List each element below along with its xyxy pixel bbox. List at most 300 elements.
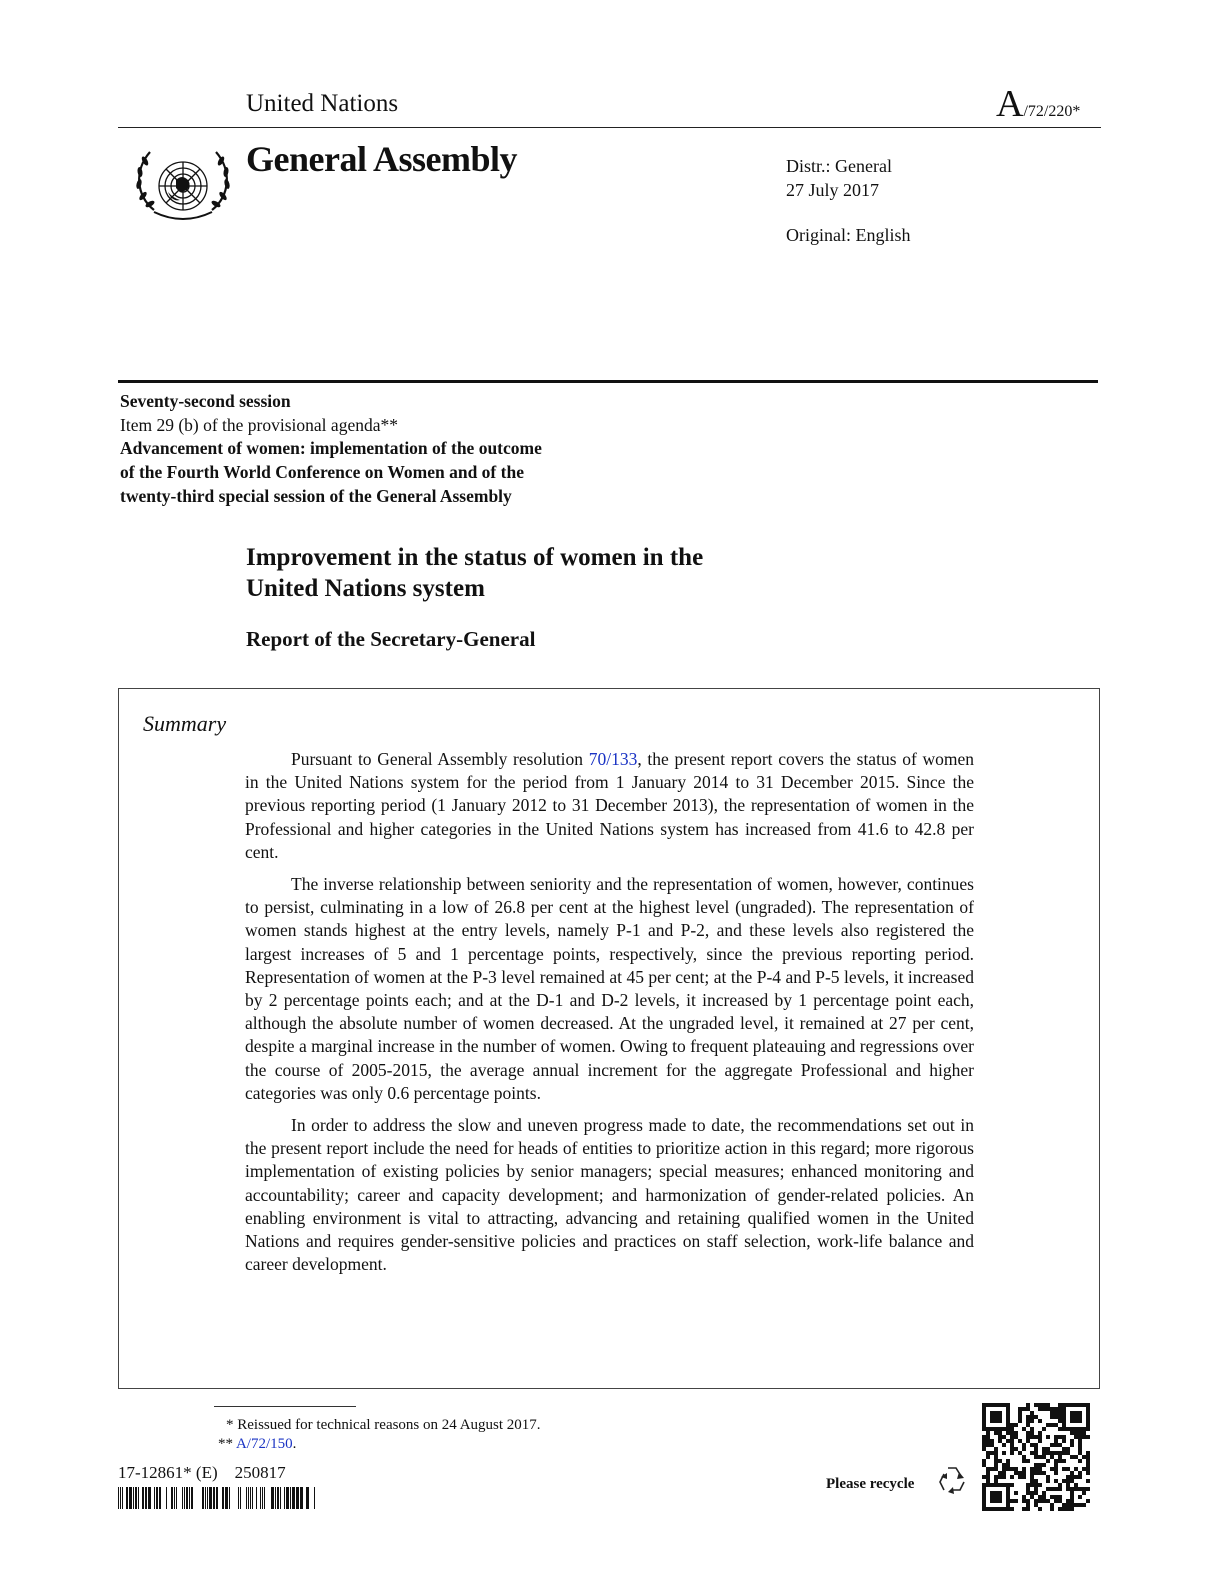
qr-module [1054,1423,1058,1427]
qr-module [994,1403,998,1407]
qr-module [1046,1435,1050,1439]
qr-module [1050,1503,1054,1507]
qr-module [1058,1507,1062,1511]
qr-module [982,1459,986,1463]
qr-module [1050,1455,1054,1459]
qr-module [1066,1479,1070,1483]
qr-module [1050,1443,1054,1447]
job-date: 250817 [234,1463,286,1482]
qr-module [1062,1459,1066,1463]
qr-module [1026,1407,1030,1411]
qr-module [1042,1463,1046,1467]
qr-module [1010,1443,1014,1447]
qr-module [998,1411,1002,1415]
qr-module [1078,1459,1082,1463]
qr-module [1042,1447,1046,1451]
qr-module [1046,1403,1050,1407]
barcode-bar [286,1487,289,1509]
un-emblem-icon [124,140,242,240]
qr-module [1010,1427,1014,1431]
qr-module [1006,1503,1010,1507]
qr-module [986,1439,990,1443]
qr-module [990,1415,994,1419]
qr-module [1078,1447,1082,1451]
qr-module [982,1463,986,1467]
barcode-bar [264,1487,265,1509]
qr-module [982,1447,986,1451]
qr-module [990,1411,994,1415]
qr-module [1054,1459,1058,1463]
session-name: Seventy-second session [120,391,291,411]
qr-module [1070,1491,1074,1495]
qr-module [1010,1447,1014,1451]
qr-module [1058,1427,1062,1431]
recycle-icon [932,1460,972,1500]
qr-module [1030,1495,1034,1499]
qr-module [1046,1499,1050,1503]
issue-date: 27 July 2017 [786,180,880,200]
qr-module [1002,1507,1006,1511]
qr-module [994,1459,998,1463]
qr-module [1006,1439,1010,1443]
qr-module [1078,1435,1082,1439]
qr-module [1014,1467,1018,1471]
qr-module [994,1419,998,1423]
qr-module [1054,1467,1058,1471]
qr-module [1086,1463,1090,1467]
qr-module [1002,1435,1006,1439]
qr-module [1058,1459,1062,1463]
qr-module [1038,1495,1042,1499]
qr-module [1066,1447,1070,1451]
qr-module [1062,1411,1066,1415]
qr-module [1070,1471,1074,1475]
qr-module [1010,1431,1014,1435]
qr-module [994,1463,998,1467]
qr-module [1074,1431,1078,1435]
qr-module [994,1507,998,1511]
qr-module [998,1475,1002,1479]
barcode-bar [296,1487,299,1509]
barcode-bar [209,1487,212,1509]
qr-module [1054,1435,1058,1439]
qr-module [1014,1435,1018,1439]
barcode-bar [166,1487,167,1509]
qr-module [1034,1455,1038,1459]
qr-module [1018,1407,1022,1411]
qr-module [1006,1463,1010,1467]
summary-heading: Summary [143,711,227,736]
qr-module [1006,1487,1010,1491]
qr-module [994,1415,998,1419]
qr-module [1022,1447,1026,1451]
summary-paragraph: In order to address the slow and uneven progress made to date, the recommendations set out in the present report include the need for heads of entities to prioritize action in this regard; more rigorous implementation of existing policies by senior managers; special measures; enhanced monitoring and accountability; career and capacity development; and harmonization of gender-related policies. An enabling environment is vital to attracting, advancing and retaining qualified women in the United Nations and requires gender-sensitive policies and practices on staff selection, work-life balance and career development. [245,1115,974,1275]
qr-module [990,1499,994,1503]
summary-body [245,748,974,1285]
qr-module [994,1447,998,1451]
qr-module [998,1403,1002,1407]
qr-module [1034,1435,1038,1439]
qr-module [1074,1475,1078,1479]
agenda-title-line: of the Fourth World Conference on Women and of the [120,462,524,483]
qr-module [986,1479,990,1483]
qr-module [1018,1411,1022,1415]
footnote-mark: ** [218,1436,236,1452]
qr-module [1086,1419,1090,1423]
qr-module [1010,1467,1014,1471]
qr-module [1026,1435,1030,1439]
agenda-document-link[interactable]: A/72/150 [235,1436,293,1452]
qr-module [998,1459,1002,1463]
qr-module [1058,1495,1062,1499]
qr-module [1086,1435,1090,1439]
barcode-bar [159,1487,161,1509]
qr-module [982,1407,986,1411]
barcode-bar [207,1487,208,1509]
qr-module [1022,1507,1026,1511]
qr-module [1062,1427,1066,1431]
qr-module [1050,1415,1054,1419]
qr-module [1010,1439,1014,1443]
qr-module [994,1451,998,1455]
qr-module [1030,1491,1034,1495]
qr-module [1074,1419,1078,1423]
qr-module [1006,1499,1010,1503]
qr-module [998,1435,1002,1439]
barcode-bar [213,1487,215,1509]
qr-module [998,1471,1002,1475]
qr-module [1034,1463,1038,1467]
organization-name: United Nations [246,90,399,117]
qr-module [1030,1435,1034,1439]
qr-module [1030,1467,1034,1471]
qr-module [1058,1411,1062,1415]
qr-module [1078,1503,1082,1507]
qr-module [1058,1415,1062,1419]
qr-module [990,1467,994,1471]
qr-module [982,1419,986,1423]
qr-module [1082,1467,1086,1471]
qr-module [1086,1427,1090,1431]
session-block [120,390,542,509]
qr-module [1006,1495,1010,1499]
qr-module [1006,1403,1010,1407]
qr-module [1002,1475,1006,1479]
qr-module [982,1499,986,1503]
qr-module [1062,1407,1066,1411]
resolution-link[interactable]: 70/133 [588,749,638,769]
qr-module [1062,1479,1066,1483]
qr-module [1038,1419,1042,1423]
qr-module [982,1483,986,1487]
qr-module [1058,1487,1062,1491]
qr-module [986,1467,990,1471]
qr-module [1074,1467,1078,1471]
qr-module [1070,1415,1074,1419]
qr-module [982,1475,986,1479]
report-subtitle: Report of the Secretary-General [246,627,536,651]
qr-module [986,1507,990,1511]
barcode-bar [246,1487,247,1509]
qr-module [1078,1415,1082,1419]
qr-module [1046,1447,1050,1451]
barcode-bar [229,1487,230,1509]
qr-module [1046,1479,1050,1483]
qr-module [1010,1507,1014,1511]
qr-module [1026,1483,1030,1487]
barcode-bar [135,1487,137,1509]
qr-module [1034,1415,1038,1419]
qr-module [982,1435,986,1439]
qr-module [1038,1435,1042,1439]
qr-module [1066,1427,1070,1431]
barcode-bar [176,1487,177,1509]
qr-module [1046,1423,1050,1427]
qr-module [1062,1467,1066,1471]
qr-module [1030,1411,1034,1415]
qr-module [1022,1467,1026,1471]
agenda-title-line: twenty-third special session of the General Assembly [120,485,512,506]
qr-module [1006,1427,1010,1431]
qr-module [1038,1455,1042,1459]
qr-module [1026,1419,1030,1423]
qr-module [998,1483,1002,1487]
body-title: General Assembly [246,139,517,179]
agenda-title-line: Advancement of women: implementation of the outcome [120,438,542,459]
qr-module [982,1507,986,1511]
qr-module [1050,1507,1054,1511]
qr-module [1026,1403,1030,1407]
qr-module [994,1427,998,1431]
qr-module [1054,1479,1058,1483]
qr-module [994,1483,998,1487]
qr-module [982,1411,986,1415]
summary-text: , the present report covers the status of women in the United Nations system for the period from 1 January 2014 to 31 December 2015. Since the previous reporting period (1 January 2012 to 31 December 2013), the representation of women in the Professional and higher categories in the United Nations system has increased from 41.6 to 42.8 per cent. [245,749,974,862]
barcode-bar [145,1487,147,1509]
qr-module [1018,1415,1022,1419]
qr-module [1066,1403,1070,1407]
qr-module [998,1419,1002,1423]
qr-module [982,1495,986,1499]
qr-module [1002,1463,1006,1467]
report-title-line: United Nations system [246,575,485,602]
qr-module [1070,1427,1074,1431]
barcode-bar [142,1487,144,1509]
distribution: Distr.: General [786,156,892,176]
qr-module [1078,1419,1082,1423]
qr-module [1086,1403,1090,1407]
qr-module [1042,1427,1046,1431]
footnote-reissued: * Reissued for technical reasons on 24 August 2017. [226,1417,541,1433]
qr-module [1042,1491,1046,1495]
barcode-bar [222,1487,224,1509]
qr-module [1034,1467,1038,1471]
barcode-bar [171,1487,173,1509]
qr-module [1022,1471,1026,1475]
qr-module [1078,1427,1082,1431]
qr-module [994,1495,998,1499]
qr-module [998,1507,1002,1511]
qr-module [1062,1507,1066,1511]
barcode-bar [133,1487,134,1509]
barcode-bar [271,1487,274,1509]
qr-module [1006,1411,1010,1415]
qr-module [1030,1479,1034,1483]
barcode-bar [189,1487,190,1509]
qr-module [1034,1491,1038,1495]
qr-module [1046,1475,1050,1479]
qr-module [1058,1455,1062,1459]
barcode-bar [277,1487,279,1509]
qr-module [1018,1471,1022,1475]
qr-module [998,1495,1002,1499]
qr-module [990,1427,994,1431]
barcode-bar [250,1487,251,1509]
qr-module [1026,1487,1030,1491]
qr-module [1046,1459,1050,1463]
barcode-bar [156,1487,158,1509]
qr-module [994,1479,998,1483]
qr-module [982,1443,986,1447]
qr-module [990,1443,994,1447]
qr-module [1062,1423,1066,1427]
qr-module [1042,1403,1046,1407]
qr-module [1082,1487,1086,1491]
qr-module [1038,1431,1042,1435]
qr-module [986,1431,990,1435]
barcode-bar [202,1487,204,1509]
qr-module [1058,1499,1062,1503]
qr-module [1086,1499,1090,1503]
qr-module [994,1411,998,1415]
qr-module [998,1499,1002,1503]
qr-module [1030,1443,1034,1447]
qr-module [1018,1419,1022,1423]
barcode-bar [216,1487,218,1509]
qr-module [1042,1499,1046,1503]
qr-module [1034,1503,1038,1507]
barcode-bar [186,1487,188,1509]
distribution-block [786,154,892,202]
qr-module [1058,1435,1062,1439]
qr-module [1062,1415,1066,1419]
qr-module [1074,1503,1078,1507]
barcode-bar [118,1487,119,1509]
qr-module [1014,1471,1018,1475]
qr-module [1082,1431,1086,1435]
qr-module [1026,1499,1030,1503]
qr-module [1022,1495,1026,1499]
qr-module [1054,1407,1058,1411]
qr-module [1070,1439,1074,1443]
qr-module [998,1431,1002,1435]
qr-module [1078,1411,1082,1415]
qr-module [1006,1491,1010,1495]
qr-module [1070,1431,1074,1435]
qr-module [1074,1487,1078,1491]
qr-module [1042,1451,1046,1455]
qr-module [1066,1483,1070,1487]
qr-module [1038,1507,1042,1511]
qr-module [1026,1459,1030,1463]
barcode-bar [174,1487,175,1509]
qr-module [1058,1443,1062,1447]
qr-module [1038,1463,1042,1467]
qr-module [990,1419,994,1423]
qr-module [1086,1411,1090,1415]
qr-module [1070,1503,1074,1507]
qr-module [1018,1475,1022,1479]
qr-module [1030,1431,1034,1435]
barcode-bar [205,1487,206,1509]
report-title-line: Improvement in the status of women in the [246,544,704,571]
qr-module [1058,1403,1062,1407]
barcode-bar [182,1487,183,1509]
qr-module [1030,1451,1034,1455]
qr-module [1078,1431,1082,1435]
qr-module [1070,1507,1074,1511]
qr-module [1058,1483,1062,1487]
qr-module [982,1403,986,1407]
qr-module [1054,1471,1058,1475]
qr-module [1018,1439,1022,1443]
qr-module [1070,1455,1074,1459]
qr-module [986,1455,990,1459]
qr-module [1006,1419,1010,1423]
qr-module [982,1439,986,1443]
qr-module [1054,1411,1058,1415]
original-language: Original: English [786,225,911,245]
qr-module [1046,1407,1050,1411]
qr-module [1050,1407,1054,1411]
qr-module [1050,1423,1054,1427]
qr-module [1010,1451,1014,1455]
job-number-block [118,1463,286,1483]
qr-module [1042,1455,1046,1459]
qr-module [1026,1491,1030,1495]
qr-module [1014,1431,1018,1435]
qr-module [1034,1447,1038,1451]
barcode-bar [314,1487,315,1509]
qr-module [1006,1415,1010,1419]
qr-module [1070,1487,1074,1491]
header-rule [118,127,1101,128]
qr-module [998,1427,1002,1431]
session-rule [118,380,1098,383]
barcode-bar [300,1487,303,1509]
qr-module [1070,1499,1074,1503]
qr-module [1026,1439,1030,1443]
qr-module [1034,1487,1038,1491]
qr-module [1062,1451,1066,1455]
qr-module [1014,1423,1018,1427]
qr-module [982,1503,986,1507]
barcode-bar [262,1487,263,1509]
qr-module [1082,1427,1086,1431]
qr-module [1026,1503,1030,1507]
qr-module [986,1483,990,1487]
qr-module [1022,1455,1026,1459]
qr-module [990,1451,994,1455]
qr-module [1078,1451,1082,1455]
qr-module [986,1471,990,1475]
qr-module [1002,1451,1006,1455]
qr-module [1066,1507,1070,1511]
barcode-bar [184,1487,185,1509]
qr-module [1006,1407,1010,1411]
qr-module [1042,1495,1046,1499]
barcode-bar [260,1487,261,1509]
